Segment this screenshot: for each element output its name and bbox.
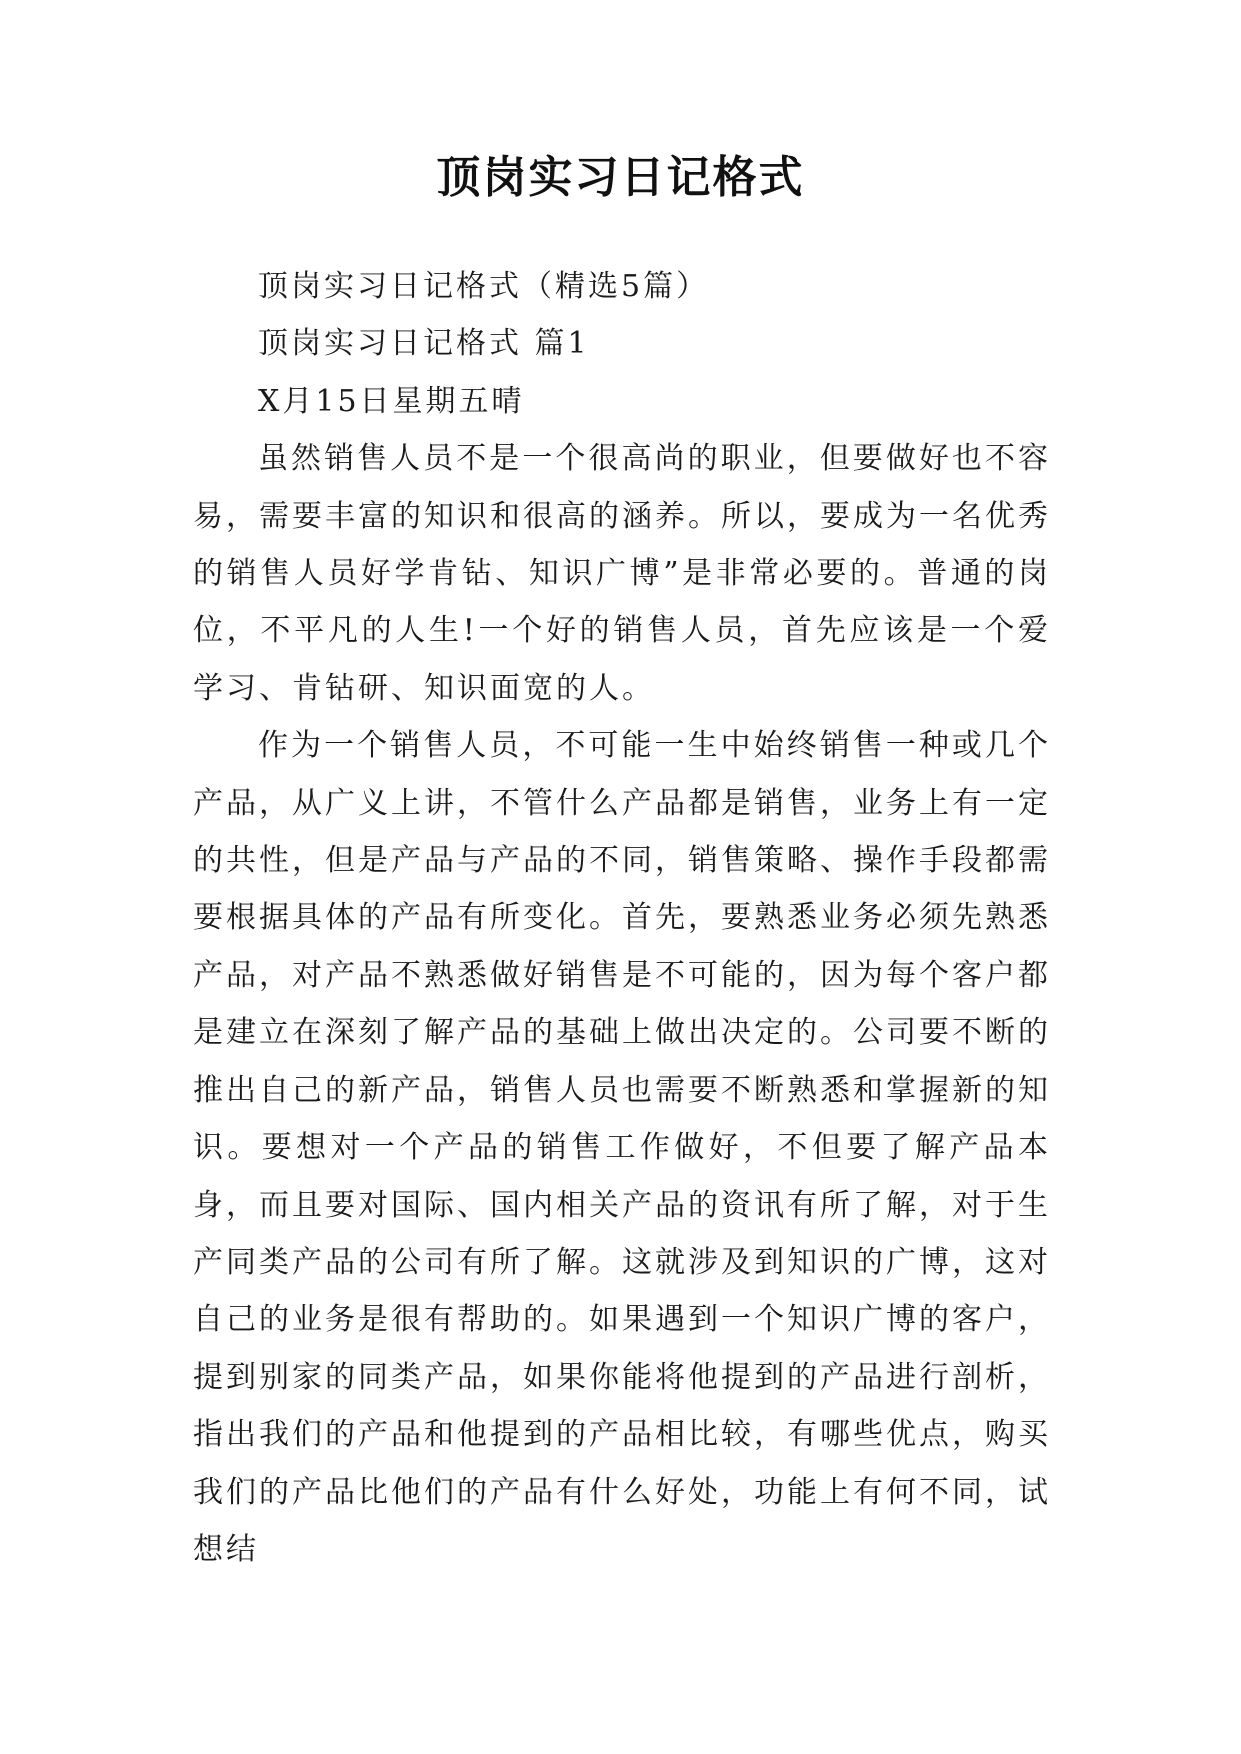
- document-body: [193, 258, 1051, 1578]
- paragraph-section-heading: 顶岗实习日记格式 篇1: [258, 326, 590, 362]
- paragraph-body-1: 虽然销售人员不是一个很高尚的职业，但要做好也不容易，需要丰富的知识和很高的涵养。所以，要成为一名优秀的销售人员好学肯钻、知识广博”是非常必要的。普通的岗位，不平凡的人生!一个好的销售人员，首先应该是一个爱学习、肯钻研、知识面宽的人。: [193, 441, 1051, 706]
- document-title: 顶岗实习日记格式: [436, 152, 805, 203]
- paragraph-date-line: X月15日星期五晴: [258, 383, 525, 419]
- paragraph-subtitle: 顶岗实习日记格式（精选5篇）: [258, 269, 710, 304]
- paragraph-body-2: 作为一个销售人员，不可能一生中始终销售一种或几个产品，从广义上讲，不管什么产品都是销售，业务上有一定的共性，但是产品与产品的不同，销售策略、操作手段都需要根据具体的产品有所变化。首先，要熟悉业务必须先熟悉产品，对产品不熟悉做好销售是不可能的，因为每个客户都是建立在深刻了解产品的基础上做出决定的。公司要不断的推出自己的新产品，销售人员也需要不断熟悉和掌握新的知识。要想对一个产品的销售工作做好，不但要了解产品本身，而且要对国际、国内相关产品的资讯有所了解，对于生产同类产品的公司有所了解。这就涉及到知识的广博，这对自己的业务是很有帮助的。如果遇到一个知识广博的客户，提到别家的同类产品，如果你能将他提到的产品进行剖析，指出我们的产品和他提到的产品相比较，有哪些优点，购买我们的产品比他们的产品有什么好处，功能上有何不同，试想结: [193, 728, 1051, 1567]
